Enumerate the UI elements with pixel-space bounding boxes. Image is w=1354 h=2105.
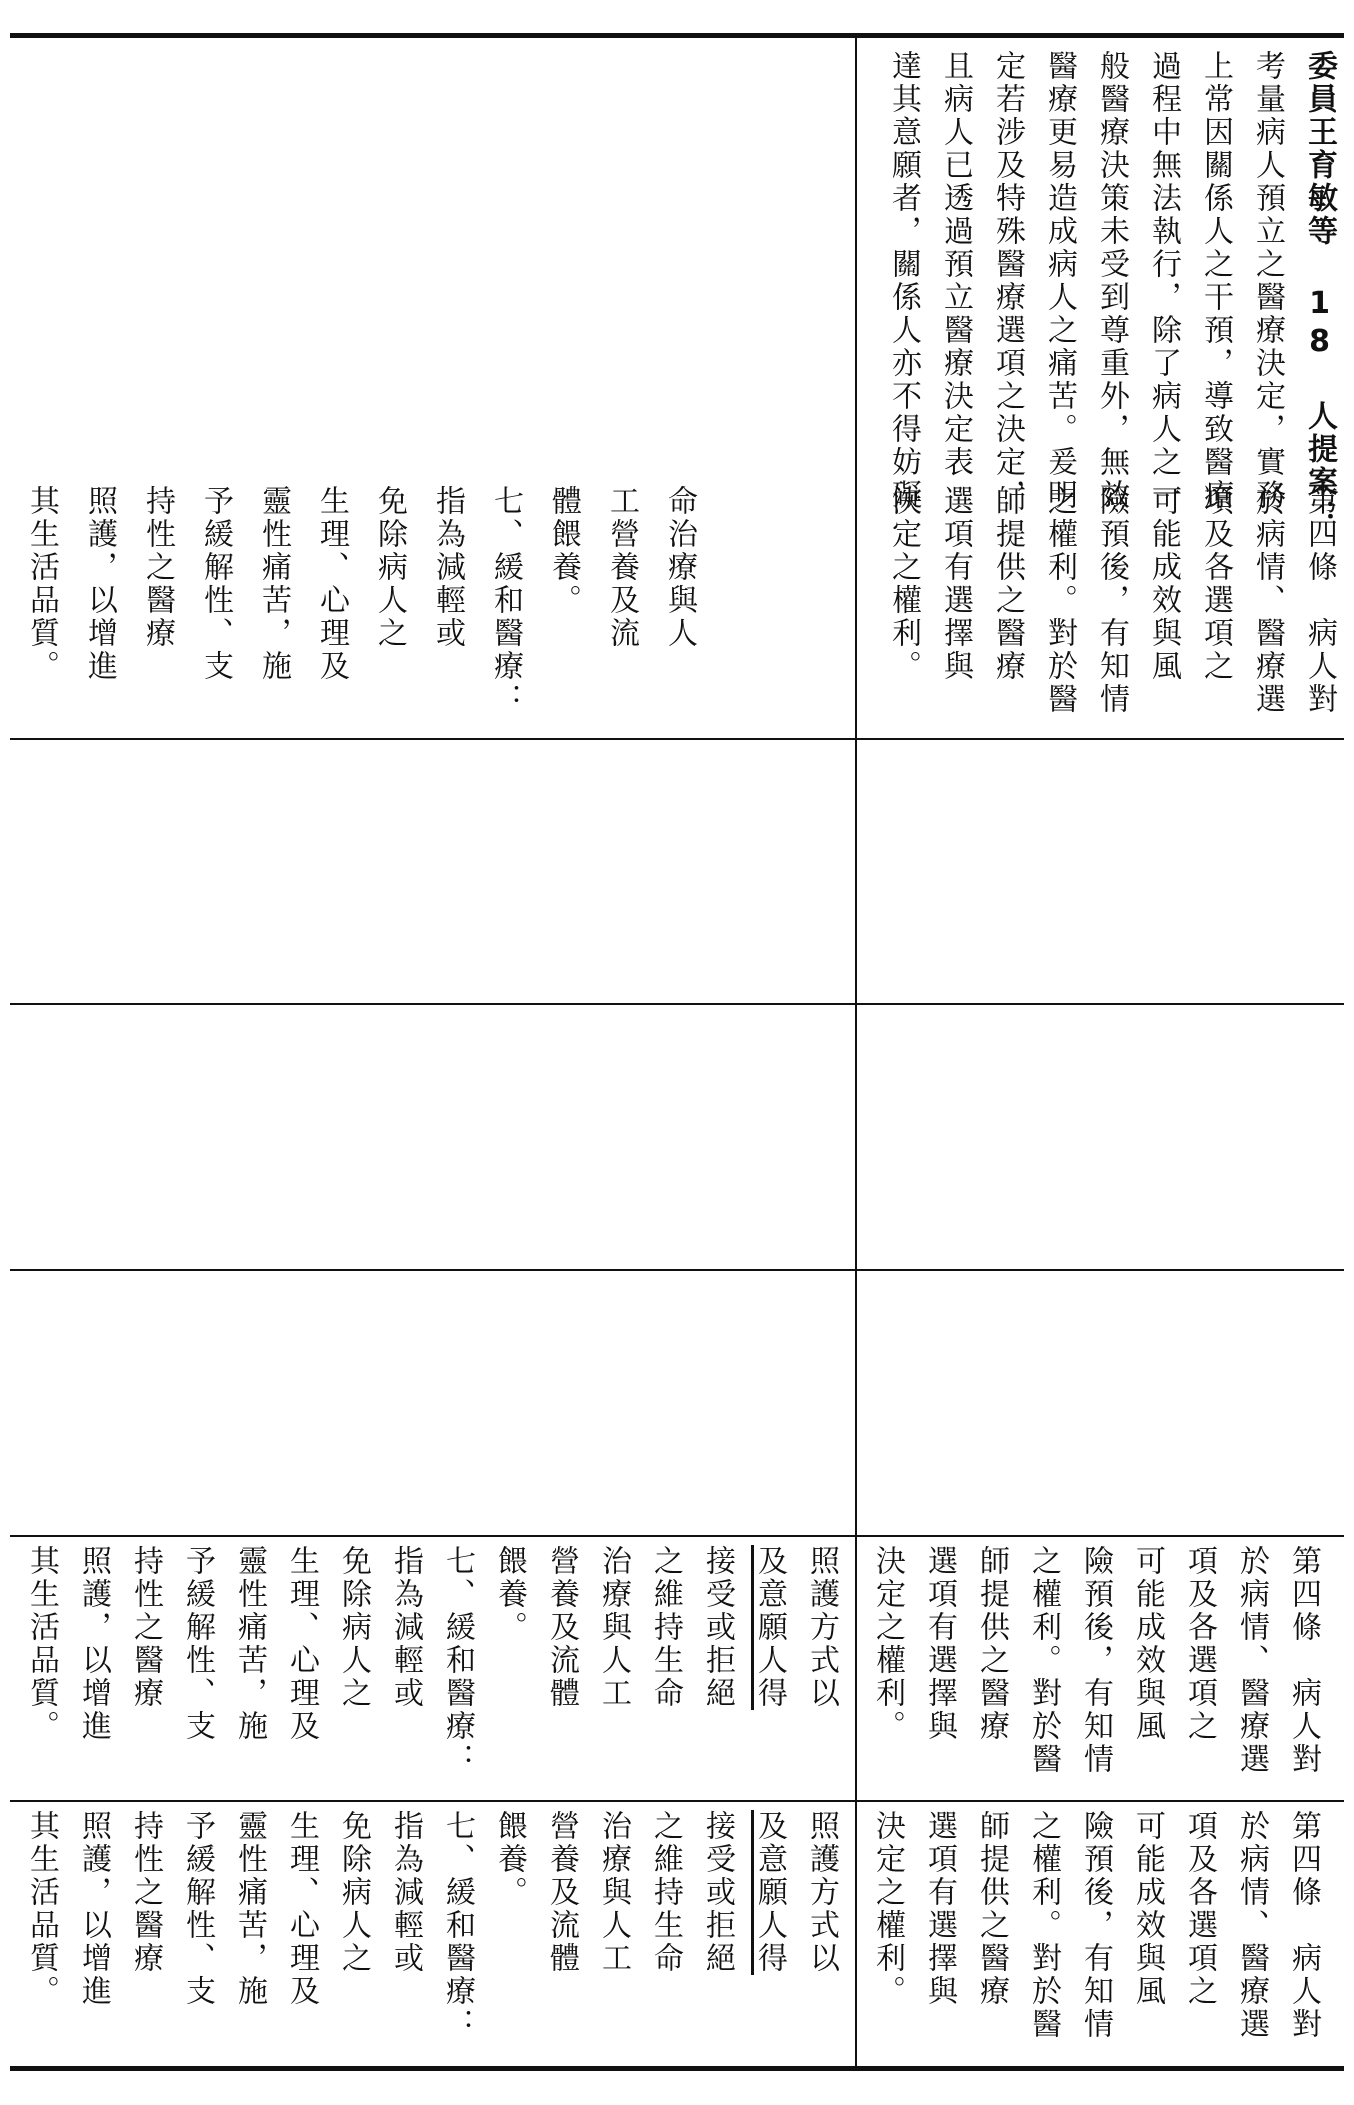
article-4-block-a bbox=[868, 1545, 1338, 1790]
bottom-border bbox=[10, 2066, 1344, 2071]
text-line: 接受或拒絕 bbox=[700, 1810, 735, 1975]
row-divider bbox=[10, 1269, 1344, 1271]
text-line: 免除病人之 bbox=[372, 485, 407, 650]
left-text-block-a bbox=[22, 1545, 842, 1790]
text-line: 靈性痛苦，施 bbox=[232, 1810, 267, 2008]
text-line: 命治療與人 bbox=[662, 485, 697, 650]
text-line: 照護方式以 bbox=[804, 1545, 839, 1710]
top-border bbox=[10, 33, 1344, 38]
text-line: 餵養。 bbox=[492, 1810, 527, 1909]
proposal-title: 委員王育敏等 18 人提案： bbox=[1302, 50, 1337, 532]
text-line: 決定之權利。 bbox=[870, 1810, 905, 2008]
text-line: 於病情、醫療選 bbox=[1234, 1810, 1269, 2041]
text-line: 過程中無法執行，除了病人之一 bbox=[1146, 50, 1181, 512]
text-line: 指為減輕或 bbox=[388, 1810, 423, 1975]
row-divider bbox=[10, 1003, 1344, 1005]
text-line: 師提供之醫療 bbox=[990, 485, 1025, 683]
text-line: 照護，以增進 bbox=[76, 1545, 111, 1743]
text-line: 營養及流體 bbox=[544, 1545, 579, 1710]
text-line: 定若涉及特殊醫療選項之決定， bbox=[990, 50, 1025, 512]
text-line: 工營養及流 bbox=[604, 485, 639, 650]
text-line: 項及各選項之 bbox=[1182, 1545, 1217, 1743]
row-divider bbox=[10, 1535, 1344, 1537]
text-line: 選項有選擇與 bbox=[922, 1545, 957, 1743]
article-4-block-b bbox=[868, 1810, 1338, 2060]
text-line: 予緩解性、支 bbox=[198, 485, 233, 683]
text-line: 項及各選項之 bbox=[1182, 1810, 1217, 2008]
text-line: 可能成效與風 bbox=[1130, 1545, 1165, 1743]
text-line: 第四條 病人對 bbox=[1286, 1545, 1321, 1776]
text-line: 予緩解性、支 bbox=[180, 1545, 215, 1743]
text-line: 持性之醫療 bbox=[140, 485, 175, 650]
text-line: 免除病人之 bbox=[336, 1545, 371, 1710]
text-line: 生理、心理及 bbox=[284, 1545, 319, 1743]
text-line: 其生活品質。 bbox=[24, 1810, 59, 2008]
text-line: 持性之醫療 bbox=[128, 1810, 163, 1975]
text-line: 指為減輕或 bbox=[388, 1545, 423, 1710]
text-line: 第四條 病人對 bbox=[1286, 1810, 1321, 2041]
text-line: 及意願人得 bbox=[752, 1545, 787, 1710]
text-line: 七、緩和醫療： bbox=[440, 1545, 475, 1776]
text-line: 治療與人工 bbox=[596, 1545, 631, 1710]
text-line: 照護，以增進 bbox=[76, 1810, 111, 2008]
text-line: 決定之權利。 bbox=[870, 1545, 905, 1743]
column-divider bbox=[855, 37, 857, 2067]
text-line: 達其意願者，關係人亦不得妨礙 bbox=[886, 50, 921, 512]
text-line: 選項有選擇與 bbox=[938, 485, 973, 683]
text-line: 及意願人得 bbox=[752, 1810, 787, 1975]
text-line: 師提供之醫療 bbox=[974, 1545, 1009, 1743]
text-line: 項及各選項之 bbox=[1198, 485, 1233, 683]
text-line: 之維持生命 bbox=[648, 1810, 683, 1975]
text-line: 七、緩和醫療： bbox=[440, 1810, 475, 2041]
text-line: 接受或拒絕 bbox=[700, 1545, 735, 1710]
left-text-block-b bbox=[22, 1810, 842, 2060]
text-line: 照護，以增進 bbox=[82, 485, 117, 683]
text-line: 指為減輕或 bbox=[430, 485, 465, 650]
left-text-block-top bbox=[22, 485, 697, 725]
text-line: 之維持生命 bbox=[648, 1545, 683, 1710]
text-line: 險預後，有知情 bbox=[1078, 1810, 1113, 2041]
text-line: 其生活品質。 bbox=[24, 1545, 59, 1743]
text-line: 第四條 病人對 bbox=[1302, 485, 1337, 716]
text-line: 於病情、醫療選 bbox=[1234, 1545, 1269, 1776]
text-line: 之權利。對於醫 bbox=[1026, 1810, 1061, 2041]
text-line: 營養及流體 bbox=[544, 1810, 579, 1975]
text-line: 可能成效與風 bbox=[1146, 485, 1181, 683]
article-4-block-top bbox=[868, 485, 1338, 730]
text-line: 險預後，有知情 bbox=[1078, 1545, 1113, 1776]
text-line: 予緩解性、支 bbox=[180, 1810, 215, 2008]
text-line: 靈性痛苦，施 bbox=[256, 485, 291, 683]
text-line: 可能成效與風 bbox=[1130, 1810, 1165, 2008]
text-line: 於病情、醫療選 bbox=[1250, 485, 1285, 716]
text-line: 且病人已透過預立醫療決定表 bbox=[938, 50, 973, 479]
text-line: 考量病人預立之醫療決定，實務 bbox=[1250, 50, 1285, 512]
text-line: 生理、心理及 bbox=[314, 485, 349, 683]
text-line: 餵養。 bbox=[492, 1545, 527, 1644]
text-line: 持性之醫療 bbox=[128, 1545, 163, 1710]
text-line: 靈性痛苦，施 bbox=[232, 1545, 267, 1743]
text-line: 體餵養。 bbox=[546, 485, 581, 617]
text-line: 生理、心理及 bbox=[284, 1810, 319, 2008]
text-line: 之權利。對於醫 bbox=[1042, 485, 1077, 716]
text-line: 治療與人工 bbox=[596, 1810, 631, 1975]
row-divider bbox=[10, 1800, 1344, 1802]
proposal-block bbox=[868, 50, 1338, 532]
text-line: 七、緩和醫療： bbox=[488, 485, 523, 716]
text-line: 決定之權利。 bbox=[886, 485, 921, 683]
text-line: 險預後，有知情 bbox=[1094, 485, 1129, 716]
text-line: 之權利。對於醫 bbox=[1026, 1545, 1061, 1776]
text-line: 醫療更易造成病人之痛苦。爰明 bbox=[1042, 50, 1077, 512]
text-line: 免除病人之 bbox=[336, 1810, 371, 1975]
text-line: 照護方式以 bbox=[804, 1810, 839, 1975]
text-line: 選項有選擇與 bbox=[922, 1810, 957, 2008]
text-line: 上常因關係人之干預，導致醫療 bbox=[1198, 50, 1233, 512]
text-line: 般醫療決策未受到尊重外，無效 bbox=[1094, 50, 1129, 512]
text-line: 師提供之醫療 bbox=[974, 1810, 1009, 2008]
text-line: 其生活品質。 bbox=[24, 485, 59, 683]
row-divider bbox=[10, 738, 1344, 740]
